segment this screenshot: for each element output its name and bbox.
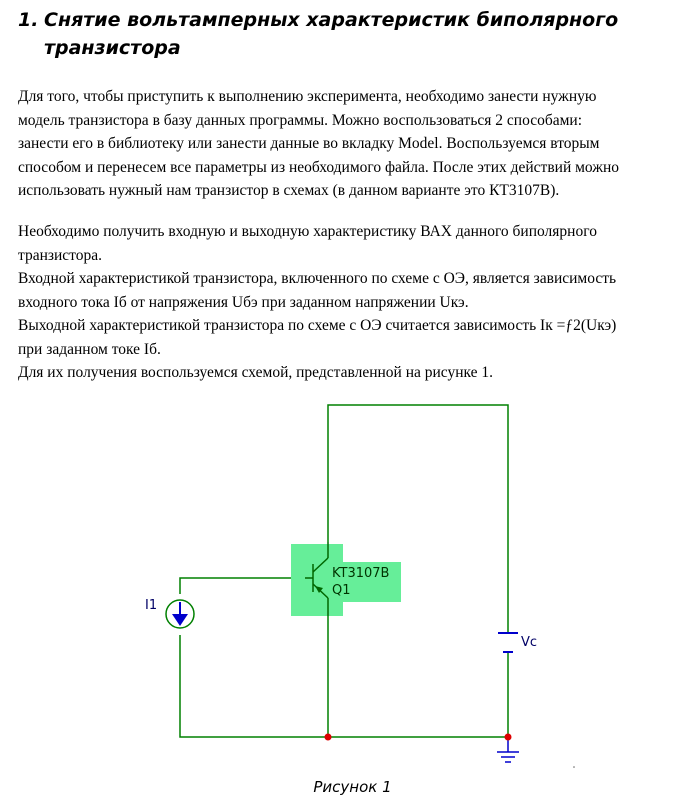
text-line: при заданном токе Iб. (18, 340, 161, 358)
voltage-source-label: Vc (521, 635, 538, 650)
text-line: транзистора. (18, 246, 103, 264)
circuit-diagram (0, 390, 697, 775)
current-source-label: I1 (145, 598, 158, 613)
stray-dot (573, 766, 575, 768)
text-line: Для их получения воспользуемся схемой, представленной на рисунке 1. (18, 364, 494, 381)
text-line: способом и перенесем все параметры из необходимого файла. После этих действий можно (18, 158, 620, 176)
figure-caption (0, 778, 697, 796)
text-line: Для того, чтобы приступить к выполнению эксперимента, необходимо занести нужную (18, 88, 597, 105)
text-line: входного тока Iб от напряжения Uбэ при заданном напряжении Uкэ. (18, 293, 469, 311)
heading-number: 1. (18, 9, 39, 31)
wire-bottom-bus (180, 635, 508, 737)
wire-base (180, 578, 305, 594)
heading-line-1: Снятие вольтамперных характеристик биполярного (44, 9, 619, 31)
node-dot-ground (505, 734, 512, 741)
transistor-ref-label: Q1 (332, 583, 351, 598)
paragraph-intro (18, 85, 688, 203)
paragraph-characteristics (18, 220, 688, 385)
text-line: Входной характеристикой транзистора, включенного по схеме с ОЭ, является зависимость (18, 270, 617, 287)
text-line: Необходимо получить входную и выходную характеристику ВАХ данного биполярного (18, 223, 597, 240)
text-line: Выходной характеристикой транзистора по схеме с ОЭ считается зависимость Iк =ƒ2(Uкэ) (18, 317, 617, 334)
heading-line-2: транзистора (44, 37, 181, 59)
voltage-source-symbol (498, 633, 518, 652)
figure-caption-text: Рисунок 1 (313, 778, 392, 796)
text-line: занести его в библиотеку или занести данные во вкладку Model. Воспользуемся вторым (18, 135, 600, 152)
text-line: модель транзистора в базу данных программы. Можно воспользоваться 2 способами: (18, 111, 583, 129)
text-line: использовать нужный нам транзистор в схемах (в данном варианте это КТ3107В). (18, 182, 560, 199)
transistor-model-label: KT3107B (332, 566, 390, 581)
current-source-symbol (166, 600, 194, 628)
section-heading (18, 6, 678, 62)
node-dot-emitter (325, 734, 332, 741)
ground-icon (497, 738, 519, 762)
